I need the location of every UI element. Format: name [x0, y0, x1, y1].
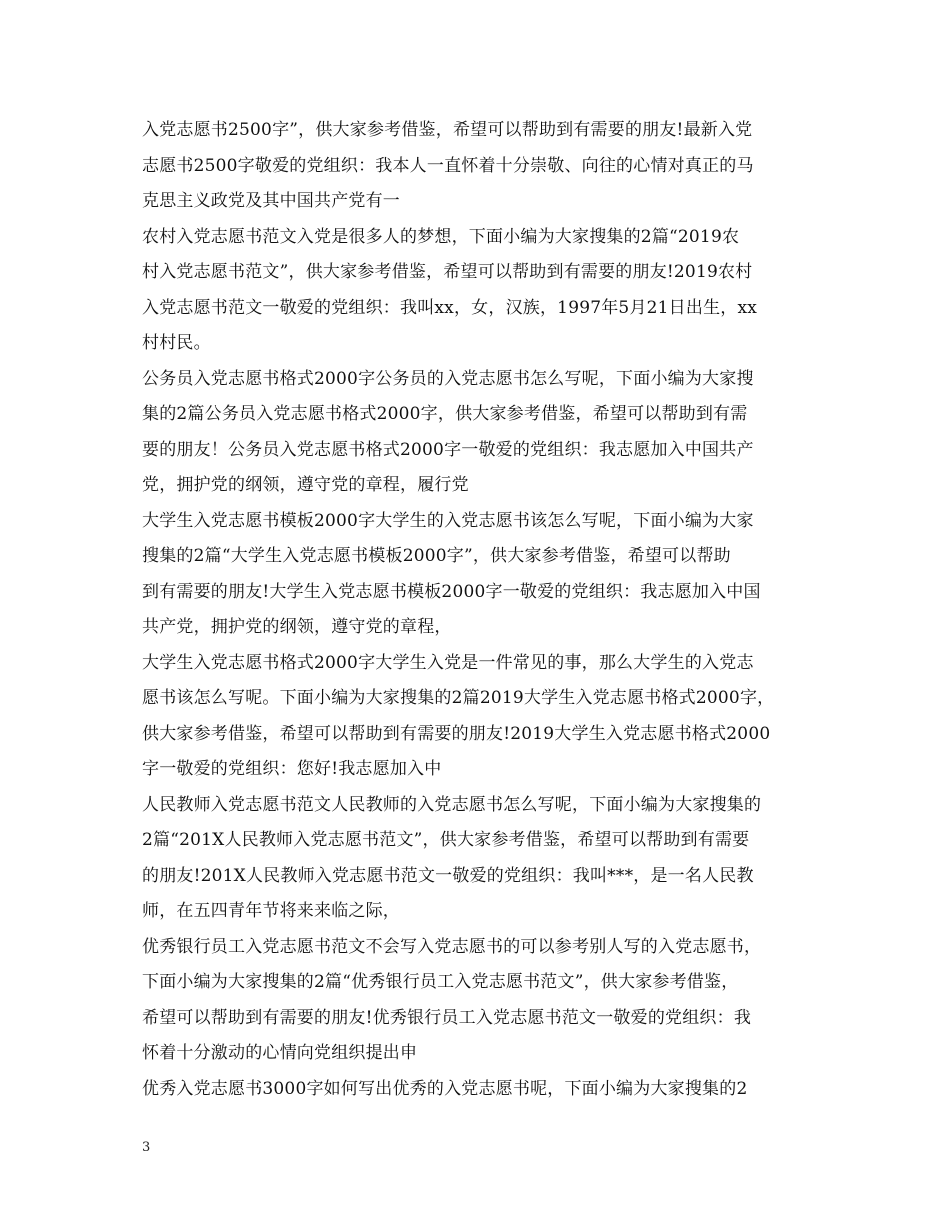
text-line: 公务员入党志愿书格式2000字公务员的入党志愿书怎么写呢，下面小编为大家搜 [142, 368, 754, 389]
text-line: 优秀银行员工入党志愿书范文不会写入党志愿书的可以参考别人写的入党志愿书， [142, 936, 762, 957]
text-line: 搜集的2篇“大学生入党志愿书模板2000字”，供大家参考借鉴，希望可以帮助 [142, 546, 731, 566]
text-line: 优秀入党志愿书3000字如何写出优秀的入党志愿书呢，下面小编为大家搜集的2 [142, 1078, 748, 1099]
text-line: 2篇“201X人民教师入党志愿书范文”，供大家参考借鉴，希望可以帮助到有需要 [142, 830, 750, 850]
text-line: 愿书该怎么写呢。下面小编为大家搜集的2篇2019大学生入党志愿书格式2000字， [142, 688, 775, 708]
text-line: 希望可以帮助到有需要的朋友!优秀银行员工入党志愿书范文一敬爱的党组织：我 [142, 1007, 752, 1028]
text-line: 供大家参考借鉴，希望可以帮助到有需要的朋友!2019大学生入党志愿书格式2000 [142, 723, 771, 744]
text-line: 村入党志愿书范文”，供大家参考借鉴，希望可以帮助到有需要的朋友!2019农村 [142, 262, 753, 282]
text-line: 志愿书2500字敬爱的党组织：我本人一直怀着十分崇敬、向往的心情对真正的马 [142, 155, 754, 176]
text-line: 人民教师入党志愿书范文人民教师的入党志愿书怎么写呢，下面小编为大家搜集的 [142, 794, 762, 815]
text-line: 集的2篇公务员入党志愿书格式2000字，供大家参考借鉴，希望可以帮助到有需 [142, 404, 748, 424]
text-line: 入党志愿书范文一敬爱的党组织：我叫xx，女，汉族，1997年5月21日出生，xx [142, 297, 758, 318]
text-line: 克思主义政党及其中国共产党有一 [142, 191, 400, 211]
text-line: 的朋友!201X人民教师入党志愿书范文一敬爱的党组织：我叫***，是一名人民教 [142, 865, 754, 886]
text-line: 字一敬爱的党组织：您好!我志愿加入中 [142, 759, 442, 779]
text-line: 农村入党志愿书范文入党是很多人的梦想，下面小编为大家搜集的2篇“2019农 [142, 226, 740, 247]
text-line: 党，拥护党的纲领，遵守党的章程，履行党 [142, 475, 469, 495]
body-text [142, 113, 832, 1107]
text-line: 怀着十分激动的心情向党组织提出申 [142, 1043, 418, 1063]
page-number: 3 [142, 1140, 151, 1155]
text-line: 大学生入党志愿书格式2000字大学生入党是一件常见的事，那么大学生的入党志 [142, 652, 754, 673]
text-line: 大学生入党志愿书模板2000字大学生的入党志愿书该怎么写呢，下面小编为大家 [142, 510, 754, 531]
text-line: 共产党，拥护党的纲领，遵守党的章程， [142, 617, 452, 637]
text-line: 要的朋友！公务员入党志愿书格式2000字一敬爱的党组织：我志愿加入中国共产 [142, 439, 754, 460]
text-line: 入党志愿书2500字”，供大家参考借鉴，希望可以帮助到有需要的朋友!最新入党 [142, 120, 753, 140]
text-line: 到有需要的朋友!大学生入党志愿书模板2000字一敬爱的党组织：我志愿加入中国 [142, 581, 761, 602]
text-line: 师，在五四青年节将来来临之际， [142, 901, 400, 921]
text-line: 村村民。 [142, 333, 211, 353]
text-line: 下面小编为大家搜集的2篇“优秀银行员工入党志愿书范文”，供大家参考借鉴， [142, 972, 739, 992]
